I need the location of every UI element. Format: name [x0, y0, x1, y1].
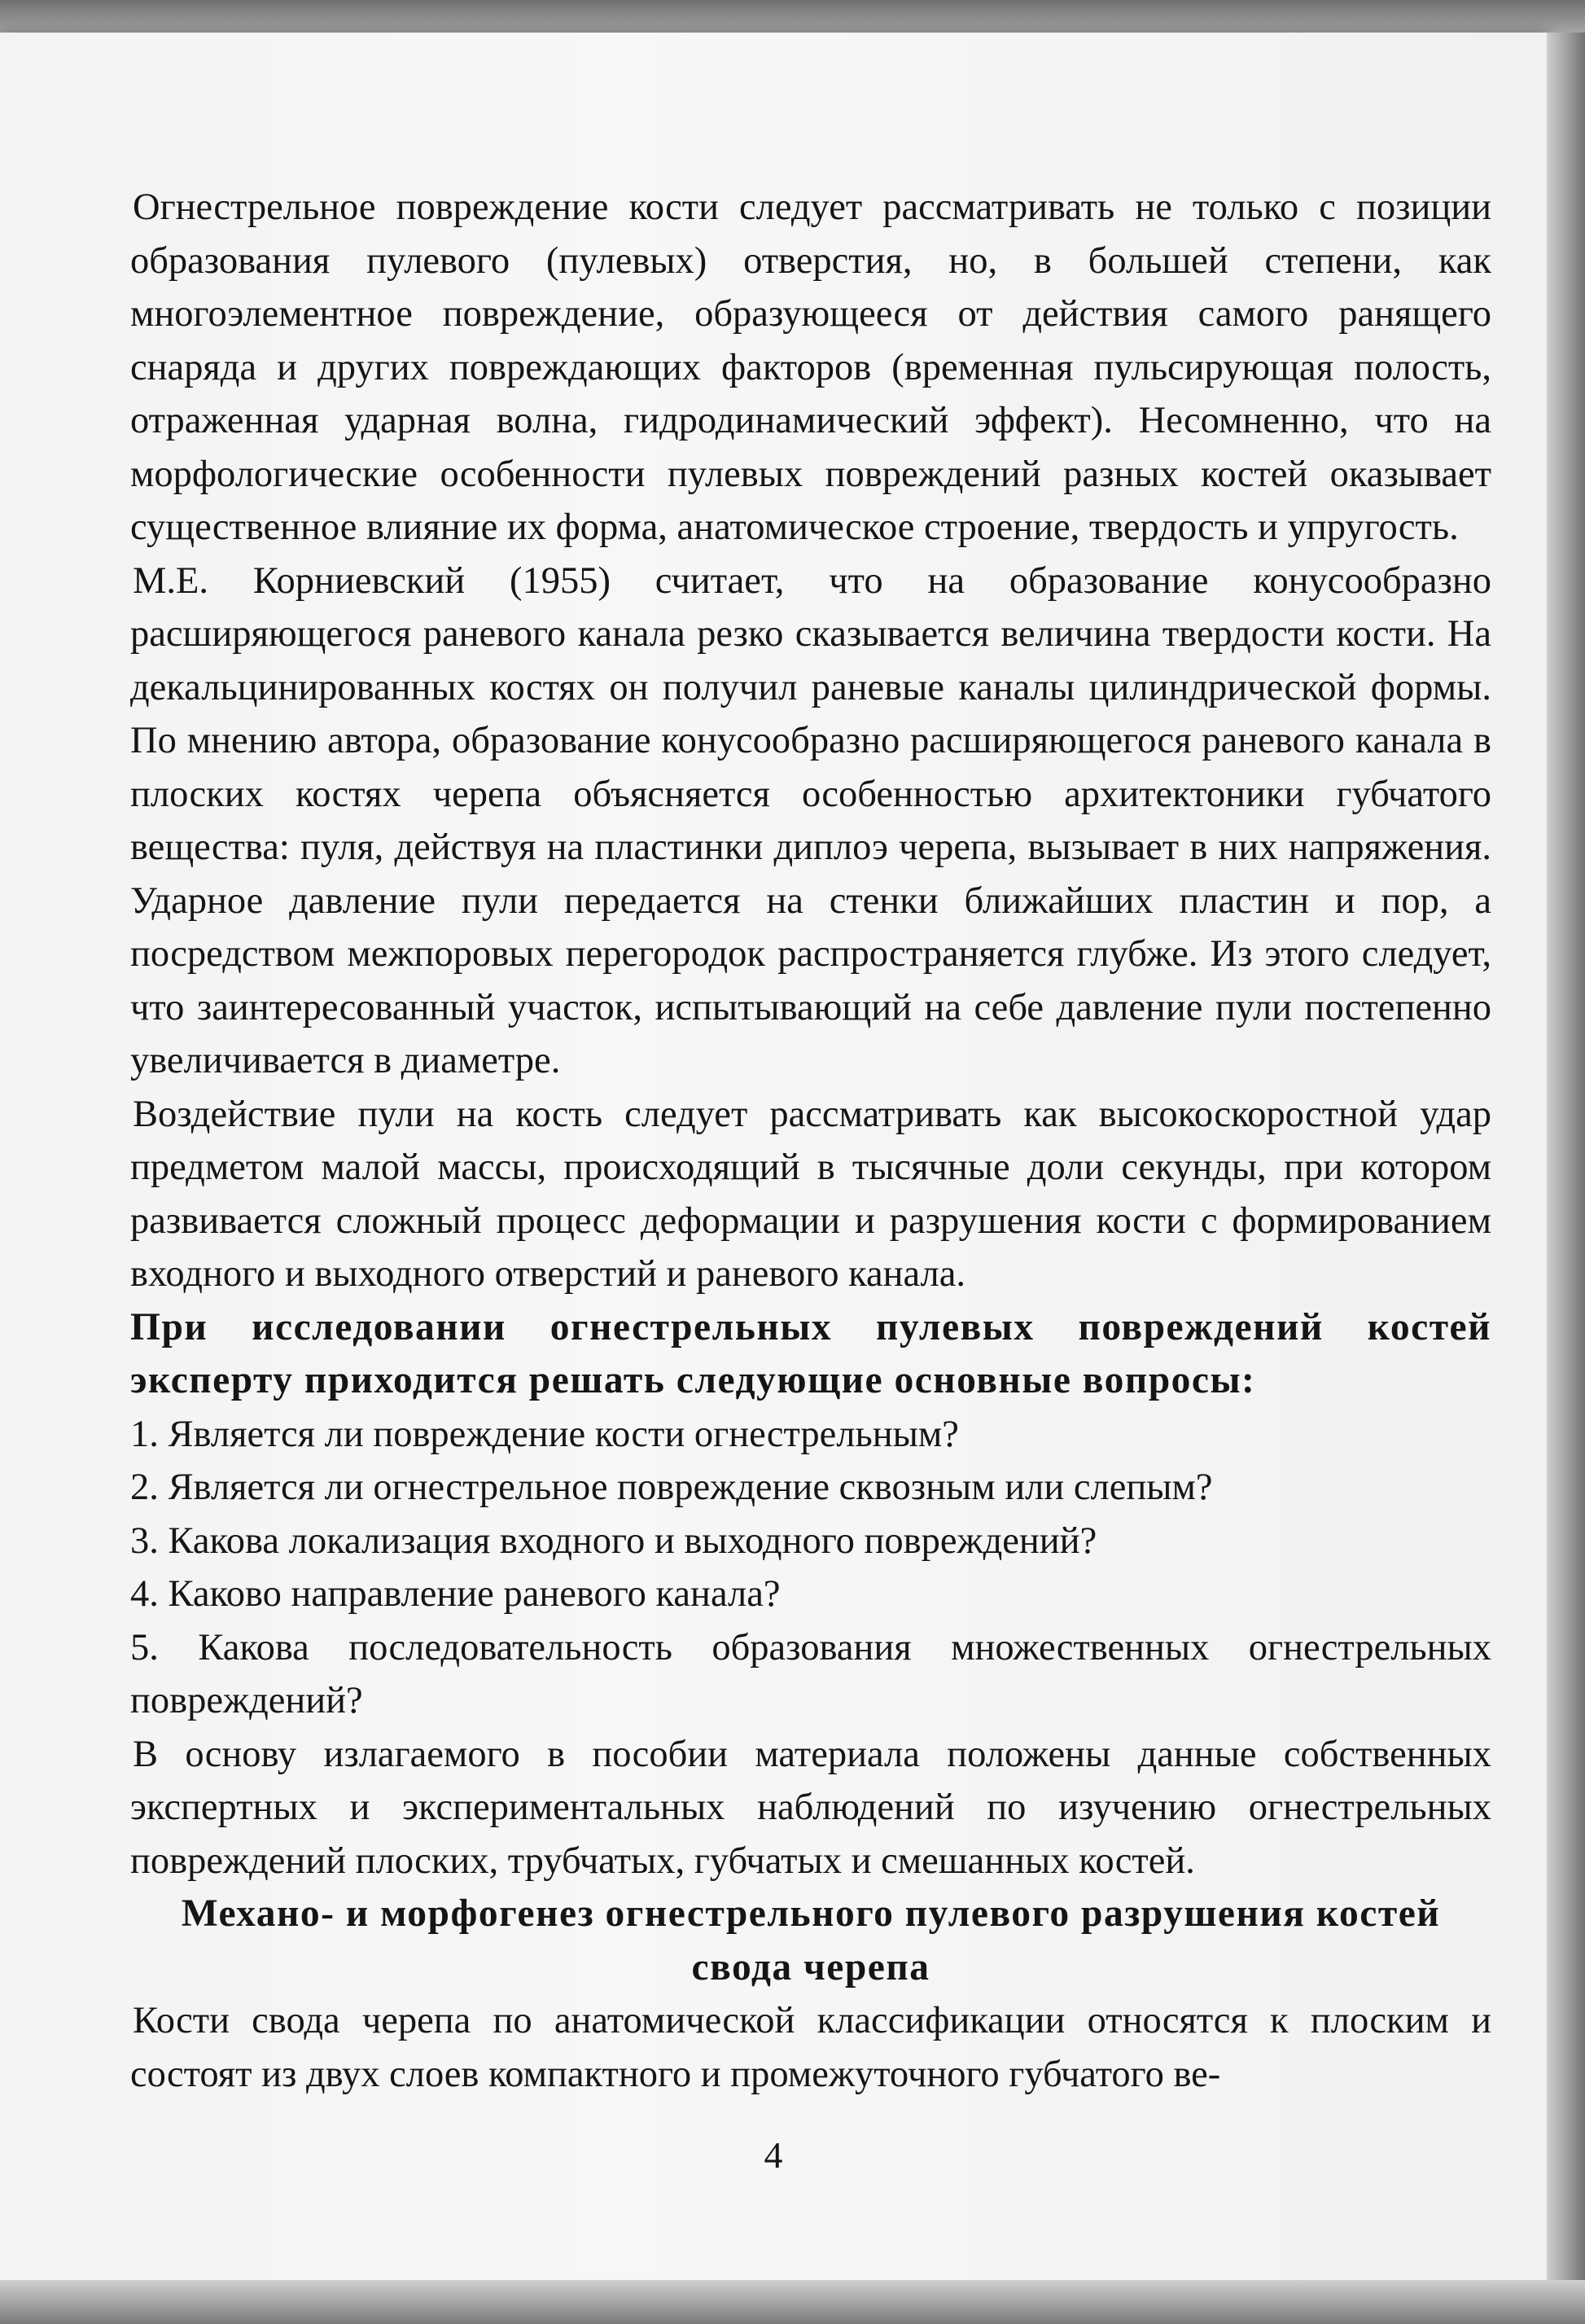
page-edge: [1547, 33, 1585, 2296]
paragraph-bullet-impact: Воздействие пули на кость следует рассматривать как высокоскоростной удар предметом малой массы, происходящий в тысячные доли секунды, при котором развивается сложный процесс деформации и разрушения кости с формированием входного и выходного отверстий и раневого канала.: [130, 1093, 1491, 1295]
paragraph-kornievsky: М.Е. Корниевский (1955) считает, что на образование конусообразно расширяющегося раневого канала резко сказывается величина твердости кости. На декальцинированных костях он получил раневые каналы цилиндрической формы. По мнению автора, образование конусообразно расширяющегося раневого канала в плоских костях черепа объясняется особенностью архитектоники губчатого вещества: пуля, действуя на пластинки диплоэ черепа, вызывает в них напряжения. Ударное давление пули передается на стенки ближайших пластин и пор, а посредством межпоровых перегородок распространяется глубже. Из этого следует, что заинтересованный участок, испытывающий на себе давление пули постепенно увеличивается в диаметре.: [130, 559, 1491, 1081]
question-item: 5. Какова последовательность образования множественных огнестрельных повреждений?: [130, 1626, 1491, 1721]
paragraph-manual-basis: В основу излагаемого в пособии материала положены данные собственных экспертных и экспериментальных наблюдений по изучению огнестрельных повреждений плоских, трубчатых, губчатых и смешанных костей.: [130, 1733, 1491, 1882]
paragraph-skull-bones: Кости свода черепа по анатомической классификации относятся к плоским и состоят из двух слоев компактного и промежуточного губчатого ве-: [130, 2000, 1491, 2095]
question-item: 1. Является ли повреждение кости огнестрельным?: [130, 1413, 959, 1455]
question-item: 4. Каково направление раневого канала?: [130, 1573, 781, 1615]
page-body: [130, 181, 1491, 2101]
page-number: 4: [764, 2134, 783, 2176]
question-item: 2. Является ли огнестрельное повреждение сквозным или слепым?: [130, 1467, 1213, 1508]
questions-list: [130, 1408, 1491, 1728]
question-item: 3. Какова локализация входного и выходного повреждений?: [130, 1519, 1097, 1562]
questions-heading: При исследовании огнестрельных пулевых повреждений костей эксперту приходится решать следующие основные вопросы:: [130, 1305, 1491, 1401]
paragraph-bullet-wound-bone: Огнестрельное повреждение кости следует рассматривать не только с позиции образования пулевого (пулевых) отверстия, но, в большей степени, как многоэлементное повреждение, образующееся от действия самого ранящего снаряда и других повреждающих факторов (временная пульсирующая полость, отраженная ударная волна, гидродинамический эффект). Несомненно, что на морфологические особенности пулевых повреждений разных костей оказывает существенное влияние их форма, анатомическое строение, твердость и упругость.: [130, 186, 1491, 548]
section-heading: Механо- и морфогенез огнестрельного пулевого разрушения костей свода черепа: [181, 1892, 1441, 1989]
scan-border-bottom: [0, 2280, 1585, 2324]
